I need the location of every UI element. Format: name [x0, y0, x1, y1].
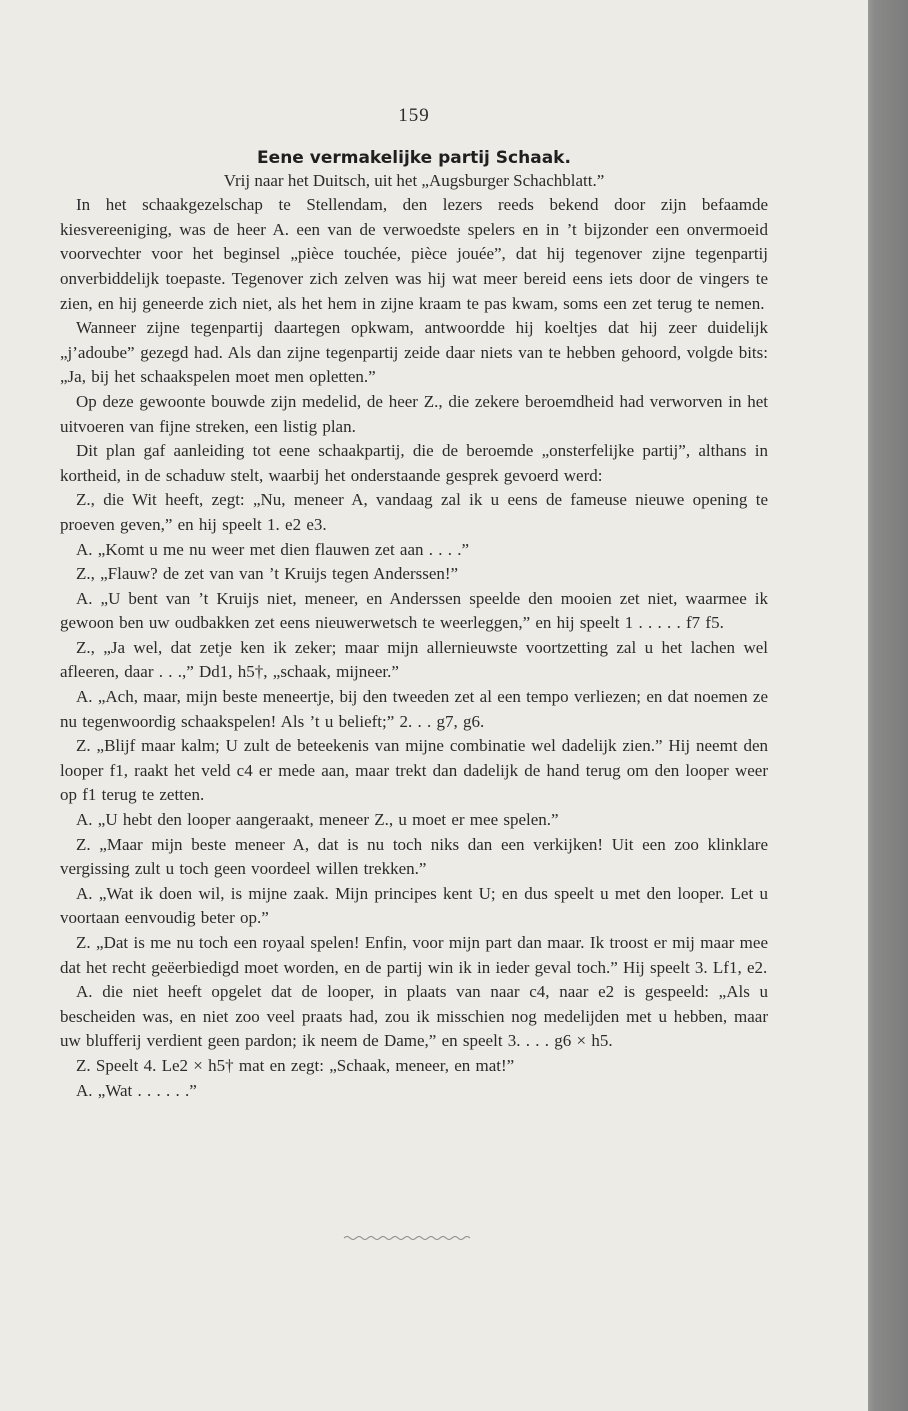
paragraph: Wanneer zijne tegenpartij daartegen opkwam, antwoordde hij koeltjes dat hij zeer duidelijk „j’adoube” gezegd had. Als dan zijne tegenpartij zeide daar niets van te hebben gehoord, volgde bits: „Ja, bij het schaakspelen moet men opletten.” — [60, 318, 768, 387]
page-content — [60, 104, 768, 1103]
paragraph: Z., „Ja wel, dat zetje ken ik zeker; maar mijn allernieuwste voortzetting zal u het lachen wel afleeren, daar . . .,” Dd1, h5†, „schaak, mijneer.” — [60, 637, 768, 682]
paragraph: Op deze gewoonte bouwde zijn medelid, de heer Z., die zekere beroemdheid had verworven in het uitvoeren van fijne streken, een listig plan. — [60, 391, 768, 436]
paragraph: A. „Wat . . . . . .” — [76, 1080, 197, 1100]
paragraph: A. „Wat ik doen wil, is mijne zaak. Mijn principes kent U; en dus speelt u met den looper. Let u voortaan eenvoudig beter op.” — [60, 883, 768, 928]
article-title: Eene vermakelijke partij Schaak. — [257, 147, 571, 168]
paragraph: A. „Komt u me nu weer met dien flauwen zet aan . . . .” — [76, 539, 470, 559]
paragraph: A. „Ach, maar, mijn beste meneertje, bij den tweeden zet al een tempo verliezen; en dat noemen ze nu tegenwoordig schaakspelen! Als ’t u belieft;” 2. . . g7, g6. — [60, 687, 768, 731]
paragraph: In het schaakgezelschap te Stellendam, den lezers reeds bekend door zijn befaamde kiesvereeniging, was de heer A. een van de verwoedste spelers en in ’t bijzonder een onvermoeid voorvechter voor het beginsel „pièce touchée, pièce jouée”, dat hij tegenover zijne tegenpartij onverbiddelijk toepaste. Tegenover zich zelven was hij wat meer bereid eens iets door de vingers te zien, en hij geneerde zich niet, als het hem in zijne kraam te pas kwam, soms een zet terug te nemen. — [60, 195, 768, 313]
paragraph: Z. Speelt 4. Le2 × h5† mat en zegt: „Schaak, meneer, en mat!” — [76, 1055, 515, 1075]
paragraph: Z., „Flauw? de zet van van ’t Kruijs tegen Anderssen!” — [76, 564, 459, 584]
paragraph: A. „U bent van ’t Kruijs niet, meneer, en Anderssen speelde den mooien zet niet, waarmee ik gewoon ben uw oudbakken zet eens nieuwerwetsch te weerleggen,” en hij speelt 1 . . . . . f7 f5. — [60, 588, 768, 633]
paragraph: Z. „Dat is me nu toch een royaal spelen! Enfin, voor mijn part dan maar. Ik troost er mij maar mee dat het recht geëerbiedigd moet worden, en de partij win ik in ieder geval toch.” Hij speelt 3. Lf1, e2. — [60, 933, 768, 977]
paragraph: Z. „Maar mijn beste meneer A, dat is nu toch niks dan een verkijken! Uit een zoo klinklare vergissing zult u toch geen voordeel willen trekken.” — [60, 834, 768, 879]
paragraph: Z., die Wit heeft, zegt: „Nu, meneer A, vandaag zal ik u eens de fameuse nieuwe opening te proeven geven,” en hij speelt 1. e2 e3. — [60, 490, 768, 534]
paragraph: Z. „Blijf maar kalm; U zult de beteekenis van mijne combinatie wel dadelijk zien.” Hij neemt den looper f1, raakt het veld c4 er mede aan, maar trekt dan dadelijk de hand terug om den looper weer op f1 terug te zetten. — [60, 736, 768, 805]
paragraph: A. „U hebt den looper aangeraakt, meneer Z., u moet er mee spelen.” — [76, 810, 559, 830]
paragraph: A. die niet heeft opgelet dat de looper, in plaats van naar c4, naar e2 is gespeeld: „Als u bescheiden was, en niet zoo veel praats had, zou ik misschien nog medelijden met u hebben, maar uw blufferij verdient geen pardon; ik neem de Dame,” en speelt 3. . . . g6 × h5. — [60, 982, 768, 1051]
page-number: 159 — [398, 105, 430, 126]
article-subtitle: Vrij naar het Duitsch, uit het „Augsburger Schachblatt.” — [223, 170, 605, 190]
wavy-rule-ornament — [342, 1234, 472, 1242]
page-edge — [868, 0, 908, 1411]
paragraph: Dit plan gaf aanleiding tot eene schaakpartij, die de beroemde „onsterfelijke partij”, althans in kortheid, in de schaduw stelt, waarbij het onderstaande gesprek gevoerd werd: — [60, 441, 768, 485]
